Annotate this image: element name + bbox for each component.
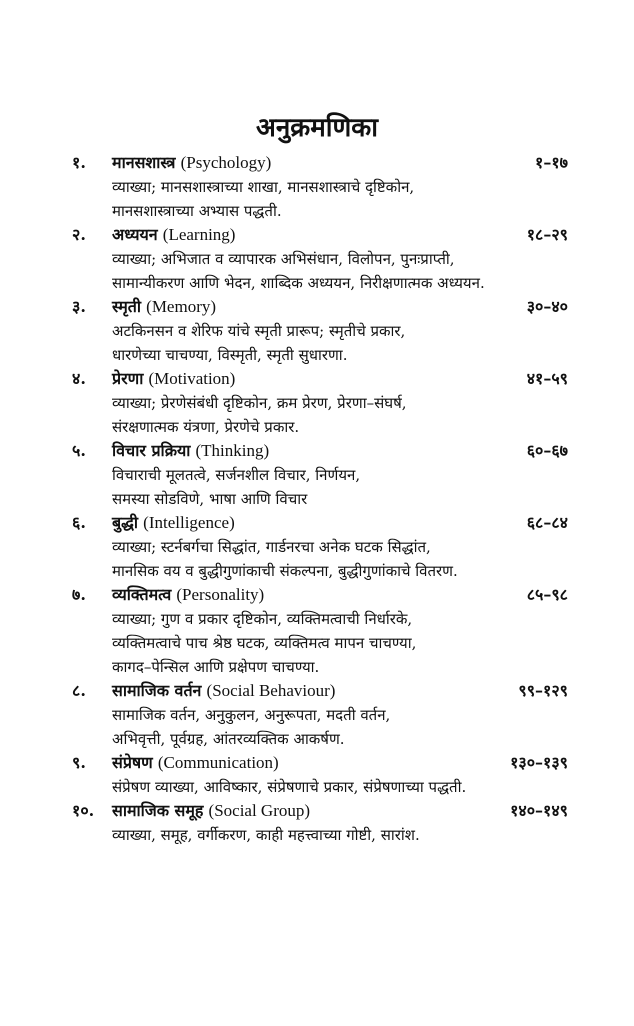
chapter-title-english: (Social Group) <box>208 801 311 820</box>
toc-entry-heading <box>72 679 572 703</box>
page-range: १३०–१३९ <box>510 753 568 772</box>
toc-entry <box>72 367 572 439</box>
page-range: ६८–८४ <box>526 513 568 532</box>
chapter-topics: व्याख्या, समूह, वर्गीकरण, काही महत्त्वाच्या गोष्टी, सारांश. <box>112 826 420 844</box>
chapter-title-marathi: सामाजिक वर्तन <box>112 681 202 700</box>
toc-entry-heading <box>72 295 572 319</box>
toc-entry <box>72 511 572 583</box>
chapter-number: १०. <box>72 801 95 820</box>
toc-entry <box>72 679 572 751</box>
chapter-topics: अटकिनसन व शेरिफ यांचे स्मृती प्रारूप; स्मृतीचे प्रकार, <box>112 322 406 340</box>
page-range: ६०–६७ <box>526 441 568 460</box>
chapter-title-marathi: विचार प्रक्रिया <box>112 441 191 460</box>
chapter-topics: व्यक्तिमत्वाचे पाच श्रेष्ठ घटक, व्यक्तिमत्व मापन चाचण्या, <box>112 634 417 652</box>
toc-entry-heading <box>72 151 572 175</box>
chapter-topics: मानसशास्त्राच्या अभ्यास पद्धती. <box>112 202 282 220</box>
chapter-topics: विचाराची मूलतत्वे, सर्जनशील विचार, निर्णयन, <box>112 466 361 484</box>
toc-entry <box>72 223 572 295</box>
chapter-number: ५. <box>72 441 86 460</box>
chapter-title-english: (Psychology) <box>180 153 272 172</box>
chapter-number: २. <box>72 225 86 244</box>
chapter-topics: मानसिक वय व बुद्धीगुणांकाची संकल्पना, बुद्धीगुणांकाचे वितरण. <box>112 562 458 580</box>
page-range: ३०–४० <box>526 297 568 316</box>
chapter-topics: संरक्षणात्मक यंत्रणा, प्रेरणेचे प्रकार. <box>112 418 300 436</box>
chapter-number: १. <box>72 153 86 172</box>
chapter-topics: अभिवृत्ती, पूर्वग्रह, आंतरव्यक्तिक आकर्षण. <box>112 730 345 748</box>
chapter-title-english: (Memory) <box>146 297 217 316</box>
page-range: १४०–१४९ <box>510 801 568 820</box>
chapter-title-marathi: सामाजिक समूह <box>112 801 204 820</box>
chapter-title-english: (Thinking) <box>195 441 270 460</box>
chapter-topics: सामान्यीकरण आणि भेदन, शाब्दिक अध्ययन, निरीक्षणात्मक अध्ययन. <box>112 274 485 292</box>
toc-entry <box>72 799 572 847</box>
toc-entry-heading <box>72 799 572 823</box>
chapter-title-marathi: संप्रेषण <box>112 753 153 772</box>
chapter-title-marathi: प्रेरणा <box>112 369 144 388</box>
toc-entry-heading <box>72 367 572 391</box>
chapter-topics: व्याख्या; अभिजात व व्यापारक अभिसंधान, विलोपन, पुनःप्राप्ती, <box>112 250 455 268</box>
toc-entry-heading <box>72 583 572 607</box>
page-range: ४१–५९ <box>526 369 568 388</box>
table-of-contents <box>72 151 572 847</box>
toc-entry <box>72 751 572 799</box>
chapter-topics: सामाजिक वर्तन, अनुकुलन, अनुरूपता, मदती वर्तन, <box>112 706 391 724</box>
chapter-topics: व्याख्या; मानसशास्त्राच्या शाखा, मानसशास्त्राचे दृष्टिकोन, <box>112 178 415 196</box>
chapter-title-english: (Intelligence) <box>143 513 235 532</box>
chapter-title-marathi: स्मृती <box>112 297 142 316</box>
chapter-topics: व्याख्या; प्रेरणेसंबंधी दृष्टिकोन, क्रम प्रेरण, प्रेरणा–संघर्ष, <box>112 394 407 412</box>
chapter-title-english: (Social Behaviour) <box>206 681 336 700</box>
chapter-number: ८. <box>72 681 86 700</box>
chapter-number: ३. <box>72 297 86 316</box>
chapter-topics: व्याख्या; स्टर्नबर्गचा सिद्धांत, गार्डनरचा अनेक घटक सिद्धांत, <box>112 538 431 556</box>
toc-entry <box>72 151 572 223</box>
chapter-title-english: (Communication) <box>157 753 279 772</box>
toc-entry-heading <box>72 223 572 247</box>
page-title: अनुक्रमणिका <box>255 113 379 143</box>
chapter-title-english: (Learning) <box>162 225 236 244</box>
toc-entry <box>72 583 572 679</box>
chapter-number: ४. <box>72 369 86 388</box>
toc-entry-heading <box>72 439 572 463</box>
chapter-number: ६. <box>72 513 86 532</box>
page-range: १८–२९ <box>526 225 568 244</box>
chapter-number: ९. <box>72 753 86 772</box>
page-range: ९९–१२९ <box>518 681 568 700</box>
chapter-title-english: (Motivation) <box>148 369 236 388</box>
chapter-topics: संप्रेषण व्याख्या, आविष्कार, संप्रेषणाचे प्रकार, संप्रेषणाच्या पद्धती. <box>112 778 467 796</box>
chapter-title-english: (Personality) <box>176 585 265 604</box>
toc-entry <box>72 439 572 511</box>
chapter-number: ७. <box>72 585 86 604</box>
chapter-title-marathi: बुद्धी <box>112 513 139 532</box>
chapter-title-marathi: व्यक्तिमत्व <box>112 585 172 604</box>
chapter-title-marathi: मानसशास्त्र <box>112 153 176 172</box>
chapter-topics: धारणेच्या चाचण्या, विस्मृती, स्मृती सुधारणा. <box>112 346 348 364</box>
toc-entry-heading <box>72 751 572 775</box>
chapter-topics: कागद–पेन्सिल आणि प्रक्षेपण चाचण्या. <box>112 658 320 676</box>
chapter-title-marathi: अध्ययन <box>112 225 158 244</box>
toc-entry-heading <box>72 511 572 535</box>
chapter-topics: समस्या सोडविणे, भाषा आणि विचार <box>112 490 308 508</box>
toc-entry <box>72 295 572 367</box>
chapter-topics: व्याख्या; गुण व प्रकार दृष्टिकोन, व्यक्तिमत्वाची निर्धारके, <box>112 610 413 628</box>
page-range: ८५–९८ <box>526 585 568 604</box>
page-range: १–१७ <box>535 153 568 172</box>
